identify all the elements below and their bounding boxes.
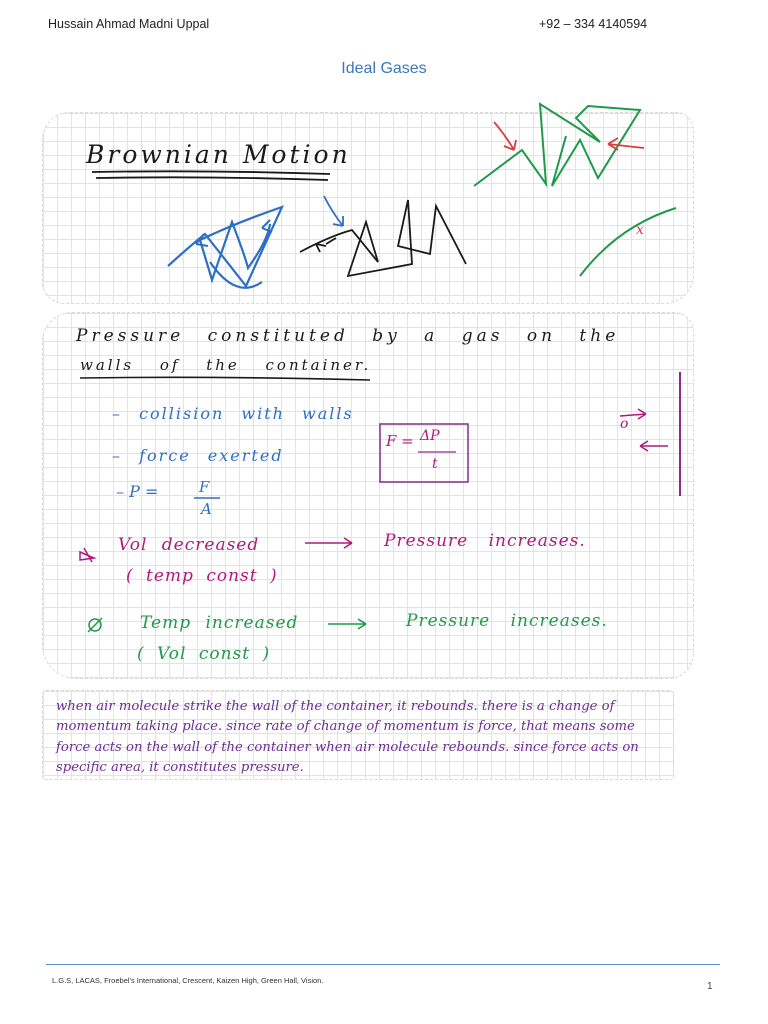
rule2-effect: Pressure increases. — [406, 611, 608, 631]
pressure-heading-line1: Pressure constituted by a gas on the — [76, 326, 620, 346]
boxed-formula-numerator: ΔP — [420, 428, 440, 444]
boxed-formula-left: F = — [386, 432, 414, 450]
boxed-formula-denominator: t — [432, 456, 438, 472]
black-zigzag-path — [300, 200, 466, 276]
formula-p-numerator: F — [199, 478, 210, 496]
header-author: Hussain Ahmad Madni Uppal — [48, 17, 210, 31]
boxed-formula-box — [380, 424, 468, 482]
footer-schools: L.G.S, LACAS, Froebel's International, Crescent, Kaizen High, Green Hall, Vision. — [52, 976, 324, 985]
paragraph-line: momentum taking place. since rate of change of momentum is force, that means some — [56, 719, 635, 735]
red-arrow-left — [494, 122, 516, 150]
rule1-condition: ( temp const ) — [126, 566, 278, 586]
page-title: Ideal Gases — [341, 60, 427, 77]
rule1-arrow — [305, 538, 352, 548]
footer-divider — [46, 964, 720, 965]
rule1-cause: Vol decreased — [118, 535, 260, 555]
paragraph-line: force acts on the wall of the container when air molecule rebounds. since force acts on — [56, 739, 639, 755]
green-wall-arc — [580, 208, 676, 276]
bullet-collision: – collision with walls — [112, 404, 354, 423]
bullet-pressure-formula: – P = — [116, 482, 159, 501]
header-phone: +92 – 334 4140594 — [539, 17, 648, 31]
molecule-arrow-left — [640, 441, 668, 451]
black-arrowheads — [316, 244, 326, 252]
pressure-heading-line2: walls of the container. — [80, 356, 372, 374]
bullet-force: – force exerted — [112, 446, 284, 465]
brownian-heading: Brownian Motion — [86, 140, 351, 169]
pressure-underline — [80, 377, 370, 380]
blue-pointer-arrow — [324, 196, 343, 226]
paragraph-line: specific area, it constitutes pressure. — [56, 760, 304, 776]
red-arrow-right — [608, 138, 644, 150]
page-number: 1 — [707, 981, 713, 992]
molecule-arrow-right — [620, 409, 646, 419]
molecule-label: o — [620, 416, 629, 432]
brownian-underline — [92, 171, 330, 180]
explanation-paragraph — [56, 697, 668, 779]
rule2-condition: ( Vol const ) — [137, 644, 271, 664]
blue-zigzag-path — [168, 207, 282, 288]
cross-mark: x — [636, 222, 644, 238]
formula-p-denominator: A — [201, 500, 212, 518]
rule2-arrow — [328, 619, 366, 629]
rule1-effect: Pressure increases. — [384, 531, 586, 551]
rule2-cause: Temp increased — [140, 613, 299, 633]
rule1-bullet — [80, 548, 94, 562]
paragraph-line: when air molecule strike the wall of the container, it rebounds. there is a change of — [56, 699, 615, 714]
